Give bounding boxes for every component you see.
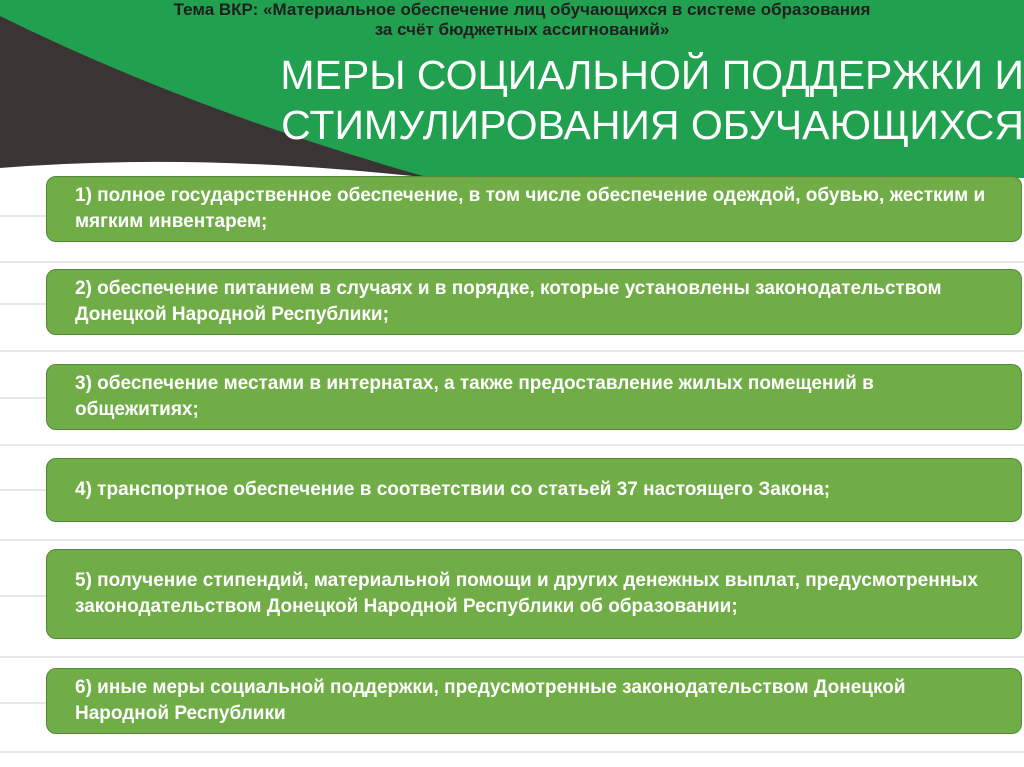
support-measure-1 xyxy=(46,176,1022,242)
support-measure-4 xyxy=(46,458,1022,522)
support-measure-2 xyxy=(46,269,1022,335)
slide-title-line-1: МЕРЫ СОЦИАЛЬНОЙ ПОДДЕРЖКИ И xyxy=(280,52,1024,98)
support-measure-text: 1) полное государственное обеспечение, в том числе обеспечение одеждой, обувью, жестким и мягким инвентарем; xyxy=(75,185,986,232)
slide-title-line-2: СТИМУЛИРОВАНИЯ ОБУЧАЮЩИХСЯ xyxy=(281,102,1024,148)
thesis-topic-line-1: Тема ВКР: «Материальное обеспечение лиц обучающихся в системе образования xyxy=(173,0,871,19)
thesis-topic xyxy=(40,0,1004,40)
support-measure-text: 3) обеспечение местами в интернатах, а также предоставление жилых помещений в общежитиях; xyxy=(75,373,874,420)
slide-title xyxy=(150,50,1024,150)
support-measure-6 xyxy=(46,668,1022,734)
support-measure-5 xyxy=(46,549,1022,639)
support-measure-text: 5) получение стипендий, материальной помощи и других денежных выплат, предусмотренных законодательством Донецкой Народной Республики об образовании; xyxy=(75,570,978,617)
support-measure-text: 4) транспортное обеспечение в соответствии со статьей 37 настоящего Закона; xyxy=(75,479,831,500)
support-measure-text: 2) обеспечение питанием в случаях и в порядке, которые установлены законодательством Донецкой Народной Республики; xyxy=(75,278,942,325)
support-measure-text: 6) иные меры социальной поддержки, предусмотренные законодательством Донецкой Народной Республики xyxy=(75,677,906,724)
thesis-topic-line-2: за счёт бюджетных ассигнований» xyxy=(374,20,670,39)
support-measure-3 xyxy=(46,364,1022,430)
